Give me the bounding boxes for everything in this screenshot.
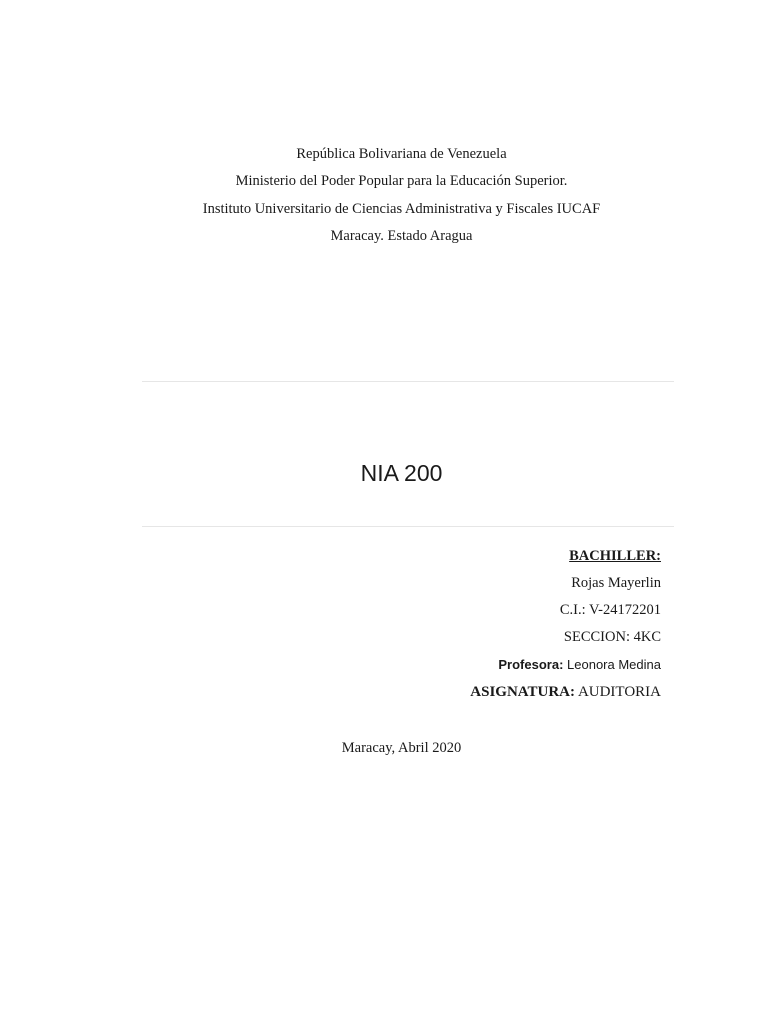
subject-label: ASIGNATURA: — [470, 684, 576, 700]
professor-label: Profesora: — [498, 657, 564, 672]
student-info-block — [470, 543, 661, 706]
student-name: Rojas Mayerlin — [571, 575, 661, 591]
student-id: C.I.: V-24172201 — [559, 602, 661, 618]
student-section: SECCION: 4KC — [563, 629, 661, 645]
institution-header — [0, 141, 768, 250]
bachiller-label: BACHILLER: — [569, 548, 661, 564]
title-divider-bottom — [142, 526, 674, 527]
professor-name: Leonora Medina — [563, 657, 661, 672]
subject-line — [470, 679, 661, 706]
professor-line — [470, 651, 661, 679]
subject-name: AUDITORIA — [575, 684, 661, 700]
header-line-location: Maracay. Estado Aragua — [330, 227, 473, 244]
header-line-ministry: Ministerio del Poder Popular para la Educación Superior. — [235, 173, 568, 190]
title-divider-top — [142, 381, 674, 382]
document-title: NIA 200 — [360, 460, 443, 486]
header-line-institute: Instituto Universitario de Ciencias Administrativa y Fiscales IUCAF — [202, 200, 601, 217]
place-date: Maracay, Abril 2020 — [341, 740, 462, 756]
header-line-country: República Bolivariana de Venezuela — [296, 146, 507, 162]
